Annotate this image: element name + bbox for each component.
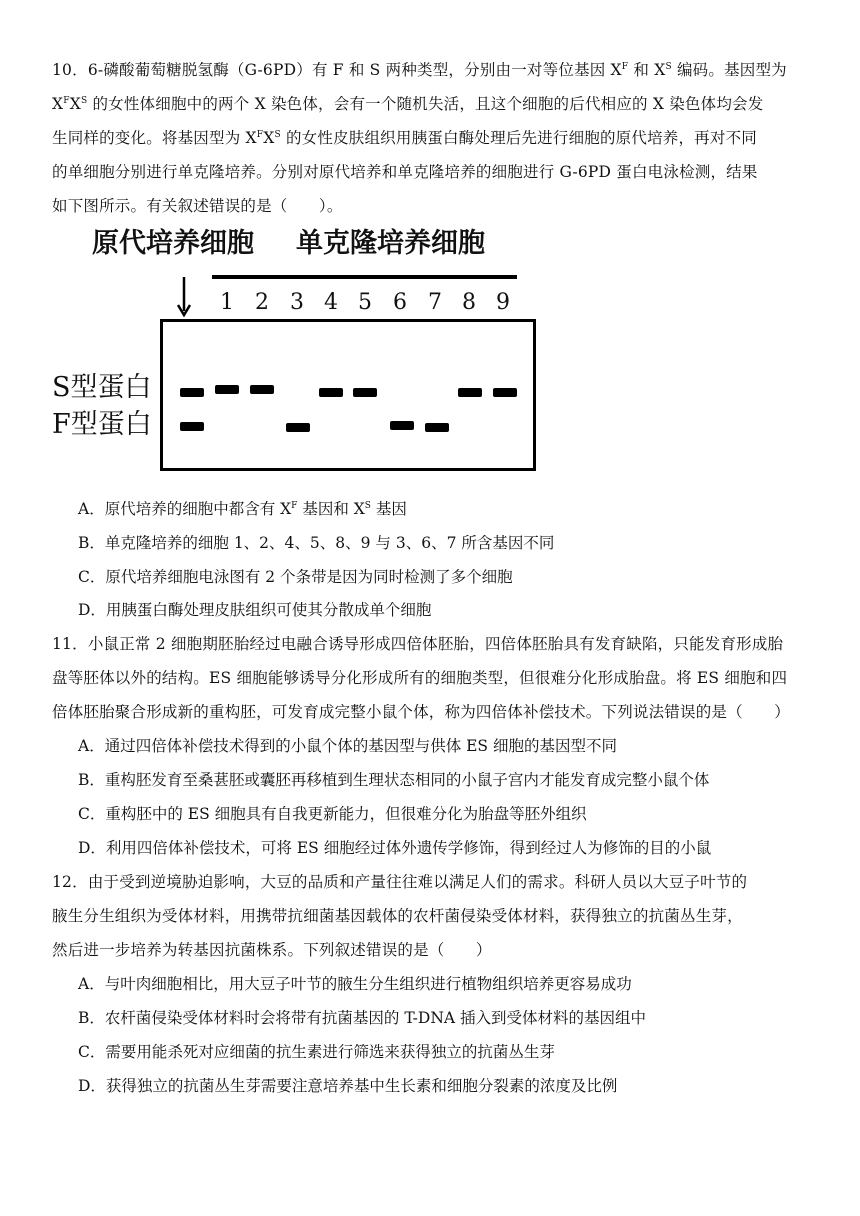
band-primary-s xyxy=(180,388,204,397)
down-arrow-icon xyxy=(176,277,192,317)
gel-box xyxy=(160,319,536,471)
lane-number-8: 8 xyxy=(462,290,476,315)
q12-option-b[interactable]: B．农杆菌侵染受体材料时会将带有抗菌基因的 T-DNA 插入到受体材料的基因组中 xyxy=(78,1009,647,1027)
q10-line-2: $X^FX^S$ 的女性体细胞中的两个 X 染色体，会有一个随机失活，且这个细胞的后代相应的 X 染色体均会发 xyxy=(52,95,764,113)
q11-option-b[interactable]: B．重构胚发育至桑葚胚或囊胚再移植到生理状态相同的小鼠子宫内才能发育成完整小鼠个体 xyxy=(78,771,710,789)
q11-line-1: 11．小鼠正常 2 细胞期胚胎经过电融合诱导形成四倍体胚胎，四倍体胚胎具有发育缺陷，只能发育形成胎 xyxy=(52,635,784,653)
f-protein-label: F型蛋白 xyxy=(52,409,152,440)
band-lane-5-s xyxy=(353,388,377,397)
lane-number-5: 5 xyxy=(358,290,372,315)
q10-option-c[interactable]: C．原代培养细胞电泳图有 2 个条带是因为同时检测了多个细胞 xyxy=(78,568,513,586)
band-lane-6-f xyxy=(390,421,414,430)
lane-number-7: 7 xyxy=(428,290,442,315)
band-lane-8-s xyxy=(458,388,482,397)
q12-line-2: 腋生分生组织为受体材料，用携带抗细菌基因载体的农杆菌侵染受体材料，获得独立的抗菌丛生芽， xyxy=(52,907,743,925)
q10-option-b[interactable]: B．单克隆培养的细胞 1、2、4、5、8、9 与 3、6、7 所含基因不同 xyxy=(78,534,555,552)
q10-line-1: 10．6-磷酸葡萄糖脱氢酶（G-6PD）有 F 和 S 两种类型，分别由一对等位基因 $X^F$ 和 $X^S$ 编码。基因型为 xyxy=(52,61,787,79)
lane-number-4: 4 xyxy=(324,290,338,315)
band-lane-2-s xyxy=(250,385,274,394)
q11-option-d[interactable]: D．利用四倍体补偿技术，可将 ES 细胞经过体外遗传学修饰，得到经过人为修饰的目的小鼠 xyxy=(78,839,712,857)
q12-option-a[interactable]: A．与叶肉细胞相比，用大豆子叶节的腋生分生组织进行植物组织培养更容易成功 xyxy=(78,975,632,993)
lane-number-3: 3 xyxy=(290,290,304,315)
q11-option-c[interactable]: C．重构胚中的 ES 细胞具有自我更新能力，但很难分化为胎盘等胚外组织 xyxy=(78,805,587,823)
monoclonal-bracket-bar xyxy=(212,275,517,279)
q12-option-c[interactable]: C．需要用能杀死对应细菌的抗生素进行筛选来获得独立的抗菌丛生芽 xyxy=(78,1043,555,1061)
figure-title-primary-culture: 原代培养细胞 xyxy=(92,228,254,259)
lane-number-1: 1 xyxy=(220,290,234,315)
band-lane-9-s xyxy=(493,388,517,397)
lane-number-2: 2 xyxy=(255,290,269,315)
band-primary-f xyxy=(180,422,204,431)
q12-option-d[interactable]: D．获得独立的抗菌丛生芽需要注意培养基中生长素和细胞分裂素的浓度及比例 xyxy=(78,1077,618,1095)
s-protein-label: S型蛋白 xyxy=(52,372,152,403)
q10-line-3: 生同样的变化。将基因型为 $X^FX^S$ 的女性皮肤组织用胰蛋白酶处理后先进行细胞的原代培养，再对不同 xyxy=(52,129,757,147)
band-lane-3-f xyxy=(286,423,310,432)
q12-line-3: 然后进一步培养为转基因抗菌株系。下列叙述错误的是（ ） xyxy=(52,941,492,959)
band-lane-1-s xyxy=(215,385,239,394)
electrophoresis-figure xyxy=(52,222,552,484)
figure-title-monoclonal-culture: 单克隆培养细胞 xyxy=(296,228,485,259)
q10-option-a[interactable]: A．原代培养的细胞中都含有 $X^F$ 基因和 $X^S$ 基因 xyxy=(78,500,407,518)
band-lane-7-f xyxy=(425,423,449,432)
q10-line-4: 的单细胞分别进行单克隆培养。分别对原代培养和单克隆培养的细胞进行 G-6PD 蛋白电泳检测，结果 xyxy=(52,163,758,181)
q11-line-2: 盘等胚体以外的结构。ES 细胞能够诱导分化形成所有的细胞类型，但很难分化形成胎盘。将 ES 细胞和四 xyxy=(52,669,788,687)
q10-line-5: 如下图所示。有关叙述错误的是（ ）。 xyxy=(52,197,343,215)
lane-number-6: 6 xyxy=(393,290,407,315)
lane-number-9: 9 xyxy=(496,290,510,315)
q11-line-3: 倍体胚胎聚合形成新的重构胚，可发育成完整小鼠个体，称为四倍体补偿技术。下列说法错误的是（ ） xyxy=(52,703,790,721)
band-lane-4-s xyxy=(319,388,343,397)
q10-option-d[interactable]: D．用胰蛋白酶处理皮肤组织可使其分散成单个细胞 xyxy=(78,601,432,619)
q11-option-a[interactable]: A．通过四倍体补偿技术得到的小鼠个体的基因型与供体 ES 细胞的基因型不同 xyxy=(78,737,617,755)
q12-line-1: 12．由于受到逆境胁迫影响，大豆的品质和产量往往难以满足人们的需求。科研人员以大豆子叶节的 xyxy=(52,873,748,891)
